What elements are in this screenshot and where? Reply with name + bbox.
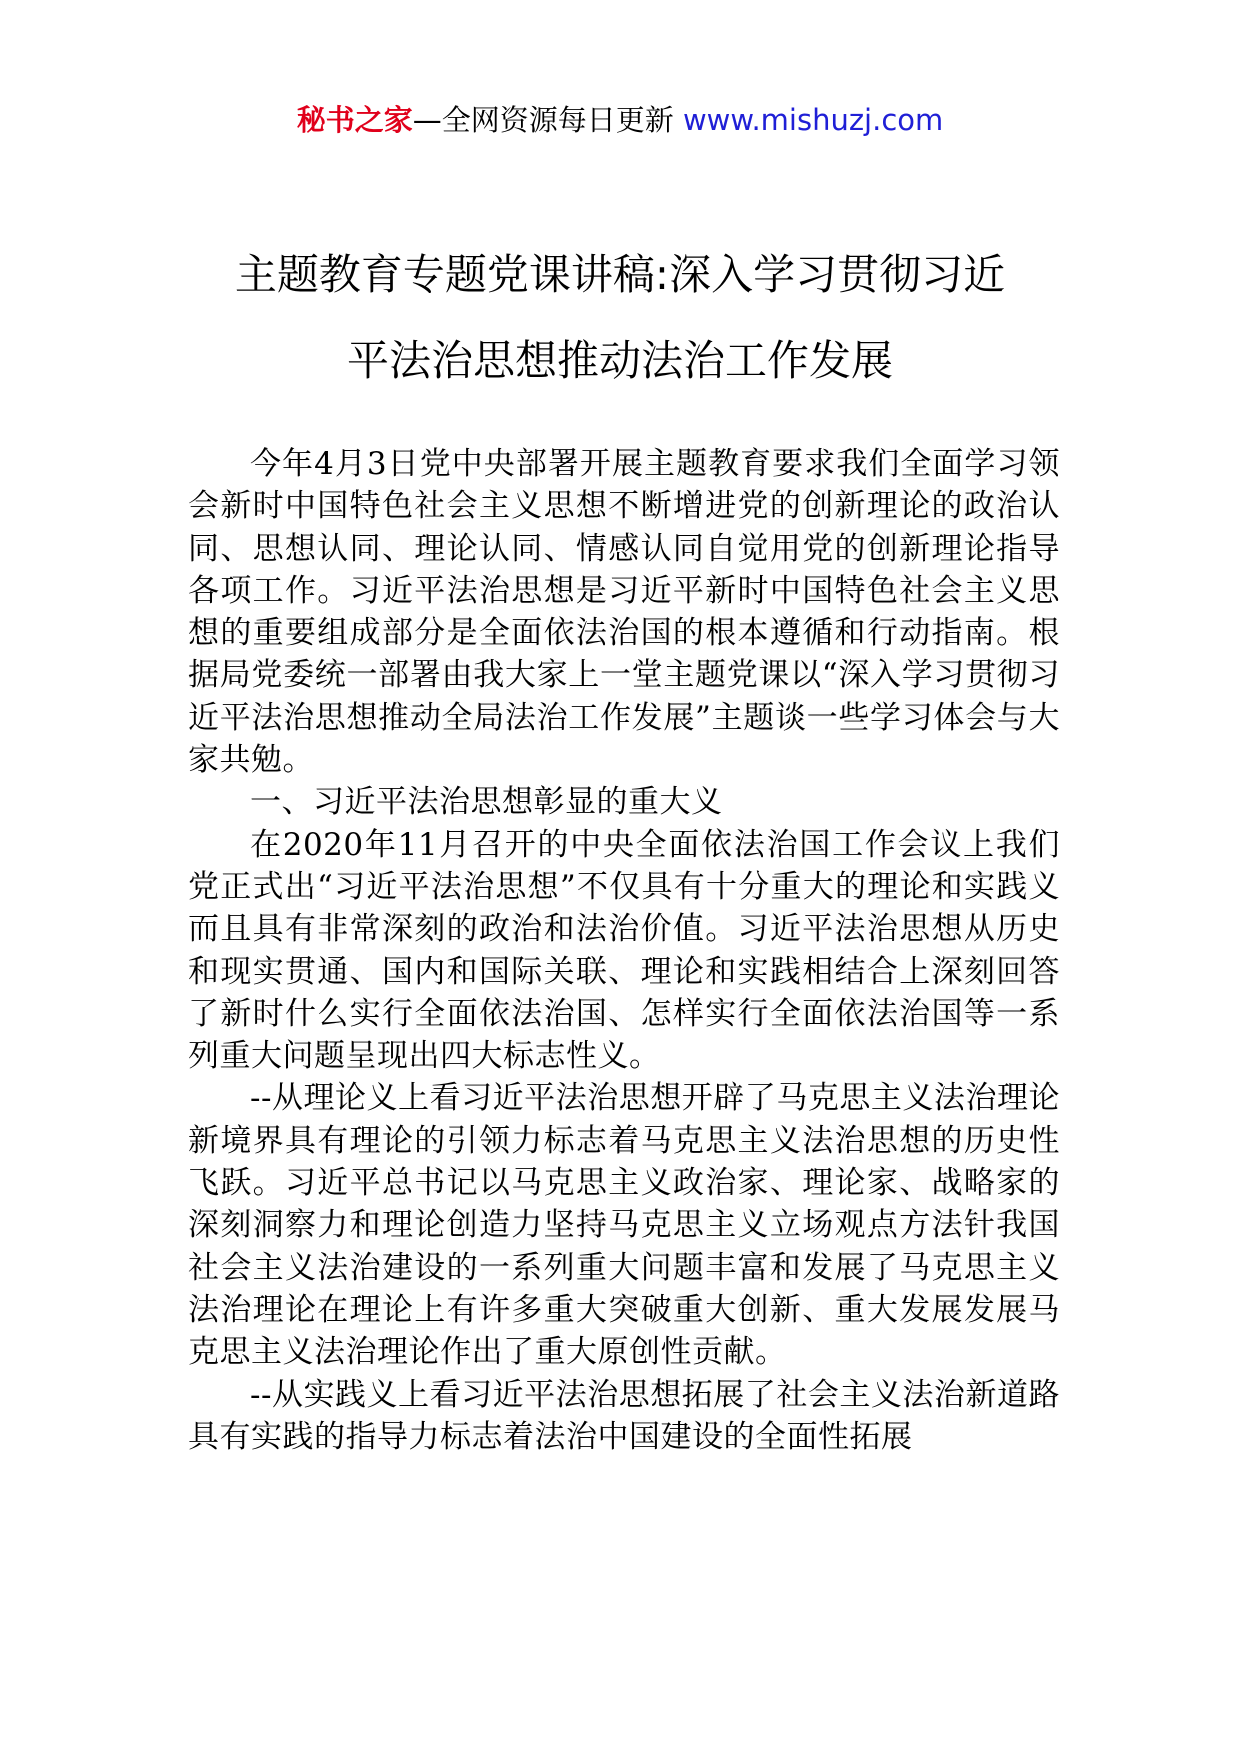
site-url-link[interactable]: www.mishuzj.com [682,103,944,137]
document-body [188,443,1060,1458]
section-heading-1: 一、习近平法治思想彰显的重大义 [250,784,723,821]
paragraph-section-1-overview: 在2020年11月召开的中央全面依法治国工作会议上我们党正式出“习近平法治思想”不仅具有十分重大的理论和实践义而且具有非常深刻的政治和法治价值。习近平法治思想从历史和现实贯通、国内和国际关联、理论和实践相结合上深刻回答了新时什么实行全面依法治国、怎样实行全面依法治国等一系列重大问题呈现出四大标志性义。 [188,826,1060,1075]
document-title-line-1: 主题教育专题党课讲稿:深入学习贯彻习近 [234,250,1006,299]
site-brand[interactable]: 秘书之家 [296,103,413,137]
site-header [0,100,1240,140]
paragraph-intro: 今年4月3日党中央部署开展主题教育要求我们全面学习领会新时中国特色社会主义思想不断增进党的创新理论的政治认同、思想认同、理论认同、情感认同自觉用党的创新理论指导各项工作。习近平法治思想是习近平新时中国特色社会主义思想的重要组成部分是全面依法治国的根本遵循和行动指南。根据局党委统一部署由我大家上一堂主题党课以“深入学习贯彻习近平法治思想推动全局法治工作发展”主题谈一些学习体会与大家共勉。 [188,446,1060,779]
document-title [0,232,1240,404]
document-title-line-2: 平法治思想推动法治工作发展 [346,336,893,385]
paragraph-practice-significance: --从实践义上看习近平法治思想拓展了社会主义法治新道路具有实践的指导力标志着法治中国建设的全面性拓展 [188,1376,1060,1455]
site-tagline: —全网资源每日更新 [412,103,683,137]
paragraph-theory-significance: --从理论义上看习近平法治思想开辟了马克思主义法治理论新境界具有理论的引领力标志着马克思主义法治思想的历史性飞跃。习近平总书记以马克思主义政治家、理论家、战略家的深刻洞察力和理论创造力坚持马克思主义立场观点方法针我国社会主义法治建设的一系列重大问题丰富和发展了马克思主义法治理论在理论上有许多重大突破重大创新、重大发展发展马克思主义法治理论作出了重大原创性贡献。 [188,1080,1060,1371]
